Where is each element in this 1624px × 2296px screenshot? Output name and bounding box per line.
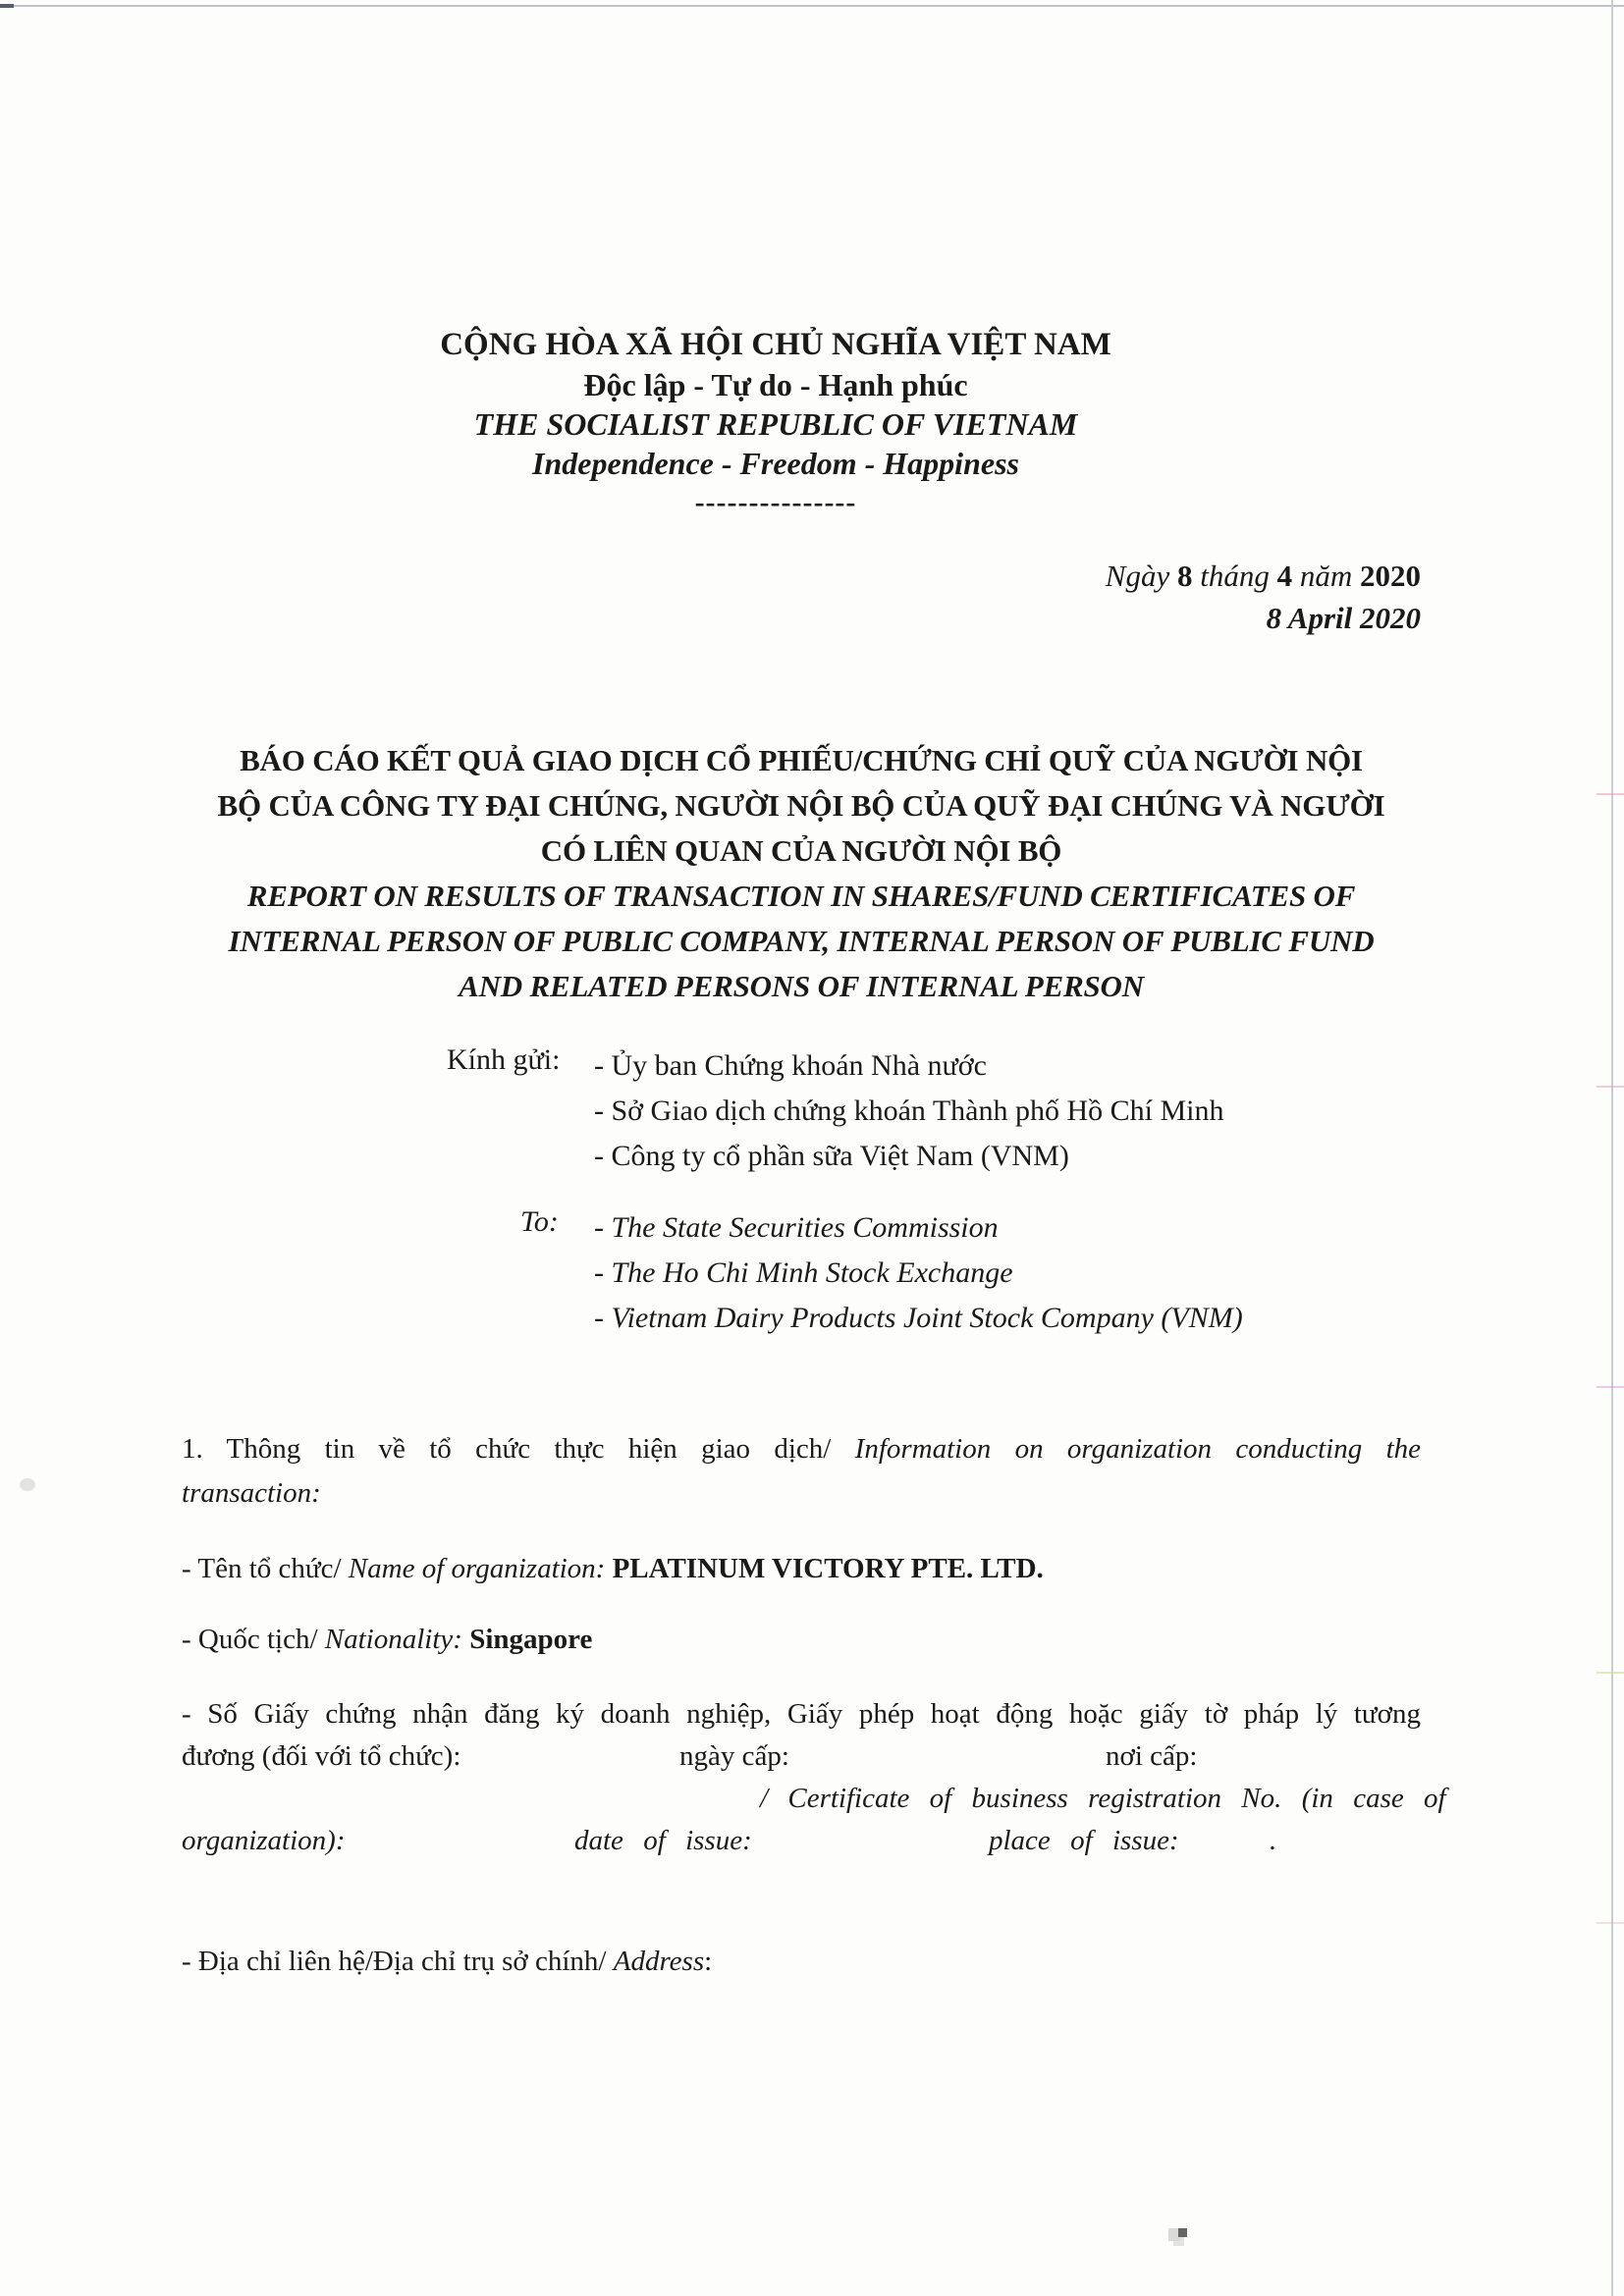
date-block [933,555,1421,639]
scan-speck [1178,2228,1187,2237]
recipient-item: - The State Securities Commission [594,1211,999,1244]
address-label-en: Address [613,1946,705,1977]
org-name-value: PLATINUM VICTORY PTE. LTD. [612,1553,1044,1584]
report-title-en-line: AND RELATED PERSONS OF INTERNAL PERSON [459,969,1144,1003]
national-title-vi: CỘNG HÒA XÃ HỘI CHỦ NGHĨA VIỆT NAM [440,327,1111,362]
date-word: năm [1292,559,1360,593]
recipient-item: - Ủy ban Chứng khoán Nhà nước [594,1049,987,1082]
nationality-label-vi: - Quốc tịch/ [182,1624,325,1655]
recipients-en-list [594,1205,1243,1341]
date-word: Ngày [1105,559,1177,593]
recipient-item: - Vietnam Dairy Products Joint Stock Company (VNM) [594,1302,1243,1334]
scan-color-tick [1597,793,1624,795]
recipient-item: - Công ty cổ phần sữa Việt Nam (VNM) [594,1140,1069,1172]
date-number: 4 [1276,559,1293,593]
recipients-vi-label: Kính gửi: [447,1043,561,1076]
date-number: 2020 [1360,559,1421,593]
section1-heading-vi: 1. Thông tin về tổ chức thực hiện giao dịch/ [182,1433,832,1465]
scan-color-tick [1597,1672,1624,1674]
address-label-vi: - Địa chỉ liên hệ/Địa chỉ trụ sở chính/ [182,1946,614,1977]
report-title-en-line: INTERNAL PERSON OF PUBLIC COMPANY, INTERNAL PERSON OF PUBLIC FUND [228,924,1375,958]
registration-line2-en-text: organization): [182,1825,346,1856]
national-motto-vi: Độc lập - Tự do - Hạnh phúc [583,367,968,402]
date-of-issue-vi: ngày cấp: [679,1740,789,1772]
place-of-issue-vi: nơi cấp: [1106,1740,1198,1772]
org-name-label-en: Name of organization: [348,1553,613,1584]
recipient-item: - Sở Giao dịch chứng khoán Thành phố Hồ Chí Minh [594,1095,1224,1127]
registration-line1-vi: - Số Giấy chứng nhận đăng ký doanh nghiệp, Giấy phép hoạt động hoặc giấy tờ pháp lý tương [182,1698,1421,1730]
address-colon: : [704,1946,713,1977]
recipients-en-label: To: [520,1205,559,1238]
report-title-vi-line: CÓ LIÊN QUAN CỦA NGƯỜI NỘI BỘ [540,833,1062,868]
date-line-vi [933,555,1421,597]
report-title-vi-line: BỘ CỦA CÔNG TY ĐẠI CHÚNG, NGƯỜI NỘI BỘ CỦA QUỸ ĐẠI CHÚNG VÀ NGƯỜI [217,788,1385,823]
national-motto-en: Independence - Freedom - Happiness [532,446,1019,481]
registration-line1-en: / Certificate of business registration No. (in case of [760,1783,1446,1814]
national-title-en: THE SOCIALIST REPUBLIC OF VIETNAM [473,406,1078,442]
scan-right-edge-line [1611,0,1613,2296]
place-of-issue-en: place of issue: [989,1825,1179,1856]
nationality-line [182,1622,592,1657]
date-of-issue-en: date of issue: [574,1825,752,1856]
recipient-item: - The Ho Chi Minh Stock Exchange [594,1256,1013,1289]
recipients-vi-list [594,1043,1224,1179]
header-divider: --------------- [694,486,857,518]
date-number: 8 [1176,559,1193,593]
address-line [182,1944,712,1979]
date-word: tháng [1192,559,1277,593]
scan-top-hairline-edge [0,4,14,8]
scan-speck [20,1478,35,1491]
org-name-label-vi: - Tên tổ chức/ [182,1553,349,1584]
national-header [334,324,1218,522]
section1-heading-continuation: transaction: [182,1477,321,1509]
trailing-dot: . [1270,1825,1277,1856]
scan-top-hairline [0,5,1624,7]
report-title-vi-line: BÁO CÁO KẾT QUẢ GIAO DỊCH CỔ PHIẾU/CHỨNG CHỈ QUỸ CỦA NGƯỜI NỘI [240,743,1363,777]
scan-color-tick [1597,1386,1624,1388]
section1-heading-en: Information on organization conducting the [831,1433,1421,1465]
nationality-label-en: Nationality: [324,1624,470,1655]
scan-color-tick [1597,1086,1624,1088]
section1-heading [182,1431,1421,1467]
report-title [182,738,1421,1009]
org-name-line [182,1551,1044,1586]
report-title-en-line: REPORT ON RESULTS OF TRANSACTION IN SHARES/FUND CERTIFICATES OF [246,879,1356,913]
nationality-value: Singapore [469,1624,593,1655]
registration-line2-vi-text: đương (đối với tổ chức): [182,1740,461,1772]
scan-color-tick [1597,1922,1624,1924]
date-line-en: 8 April 2020 [1266,601,1421,635]
